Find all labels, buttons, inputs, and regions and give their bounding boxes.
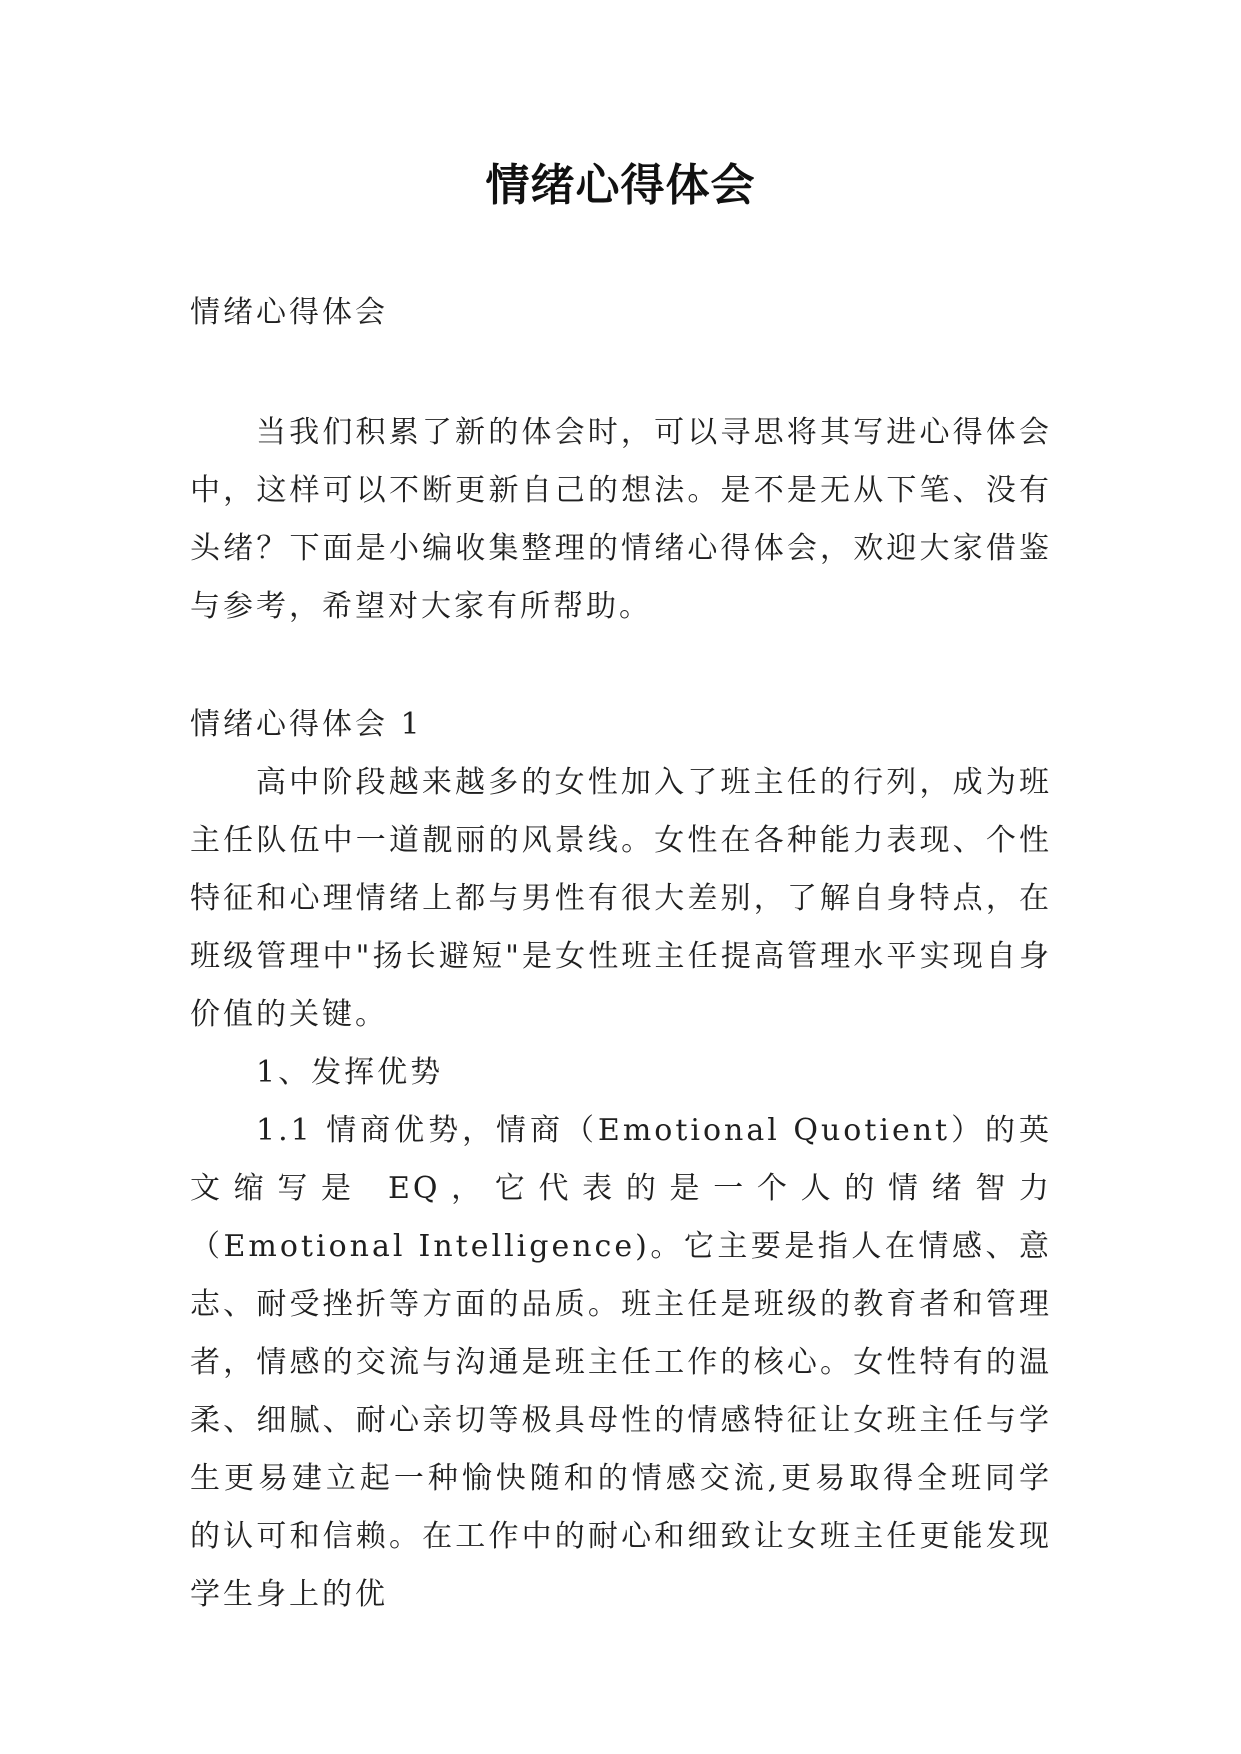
- paragraph: 1.1 情商优势，情商（Emotional Quotient）的英文缩写是 EQ，它代表的是一个人的情绪智力（Emotional Intelligence)。它主要是指人在情感、意志、耐受挫折等方面的品质。班主任是班级的教育者和管理者，情感的交流与沟通是班主任工作的核心。女性特有的温柔、细腻、耐心亲切等极具母性的情感特征让女班主任与学生更易建立起一种愉快随和的情感交流,更易取得全班同学的认可和信赖。在工作中的耐心和细致让女班主任更能发现学生身上的优: [190, 1113, 1052, 1612]
- paragraph: 高中阶段越来越多的女性加入了班主任的行列，成为班主任队伍中一道靓丽的风景线。女性在各种能力表现、个性特征和心理情绪上都与男性有很大差别，了解自身特点，在班级管理中"扬长避短"是女性班主任提高管理水平实现自身价值的关键。: [190, 765, 1052, 1032]
- document-subtitle: 情绪心得体会: [190, 295, 388, 330]
- intro-section: [190, 404, 1052, 636]
- paragraph: 1、发挥优势: [256, 1055, 444, 1090]
- section-heading: 情绪心得体会 1: [190, 707, 423, 742]
- intro-paragraph: 当我们积累了新的体会时，可以寻思将其写进心得体会中，这样可以不断更新自己的想法。是不是无从下笔、没有头绪？下面是小编收集整理的情绪心得体会，欢迎大家借鉴与参考，希望对大家有所帮助。: [190, 415, 1052, 624]
- document-title: 情绪心得体会: [485, 160, 756, 211]
- section-body: [190, 754, 1052, 1624]
